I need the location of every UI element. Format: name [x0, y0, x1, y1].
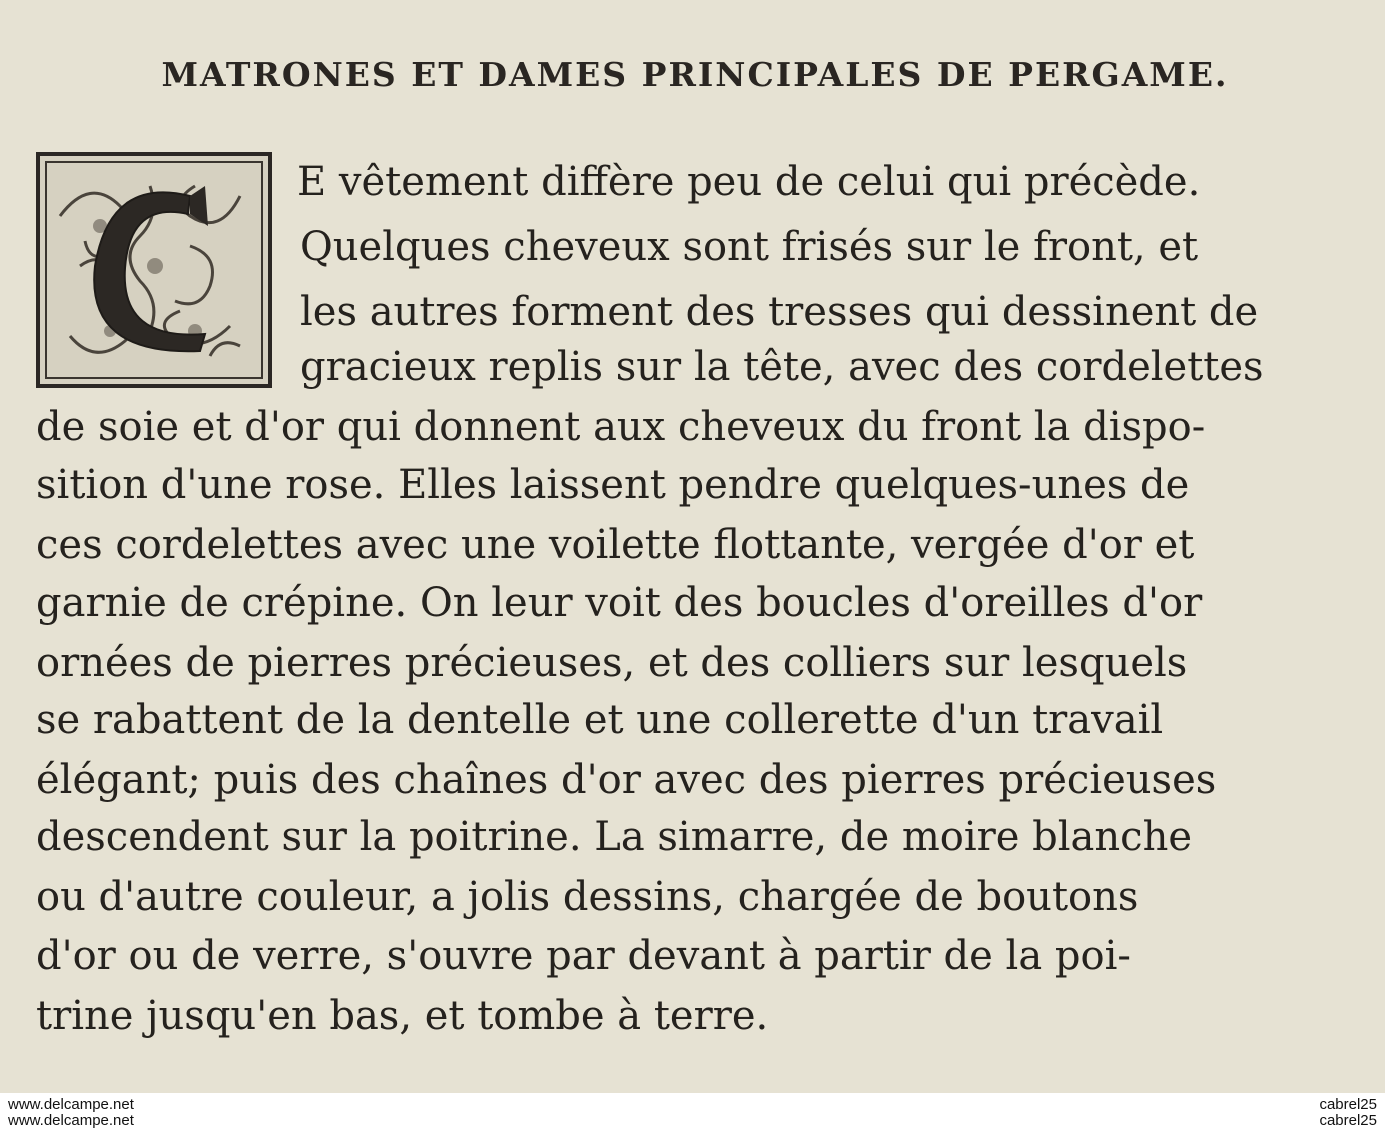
line-1-text: E vêtement diffère peu de celui qui précède.	[297, 159, 1201, 205]
text-line-11: élégant; puis des chaînes d'or avec des pierres précieuses	[36, 757, 1217, 803]
text-line-14: d'or ou de verre, s'ouvre par devant à partir de la poi-	[36, 933, 1131, 979]
text-line-12: descendent sur la poitrine. La simarre, de moire blanche	[36, 814, 1192, 860]
watermark-right-1: cabrel25	[1319, 1096, 1377, 1113]
text-line-8: garnie de crépine. On leur voit des boucles d'oreilles d'or	[36, 580, 1203, 626]
watermark-left-2: www.delcampe.net	[8, 1112, 134, 1129]
text-line-4: gracieux replis sur la tête, avec des cordelettes	[300, 344, 1264, 390]
text-line-3: les autres forment des tresses qui dessinent de	[300, 289, 1259, 335]
text-line-9: ornées de pierres précieuses, et des colliers sur lesquels	[36, 640, 1188, 686]
text-line-10: se rabattent de la dentelle et une collerette d'un travail	[36, 697, 1164, 743]
watermark-right-2: cabrel25	[1319, 1112, 1377, 1129]
text-line-1	[297, 159, 1201, 205]
page-title: MATRONES ET DAMES PRINCIPALES DE PERGAME.	[161, 55, 1229, 94]
text-line-6: sition d'une rose. Elles laissent pendre quelques-unes de	[36, 462, 1190, 508]
text-line-13: ou d'autre couleur, a jolis dessins, chargée de boutons	[36, 874, 1139, 920]
watermark-left-1: www.delcampe.net	[8, 1096, 134, 1113]
drop-cap-ornament	[40, 156, 268, 384]
ornate-drop-cap	[36, 152, 272, 388]
text-line-5: de soie et d'or qui donnent aux cheveux du front la dispo-	[36, 404, 1206, 450]
text-line-2: Quelques cheveux sont frisés sur le front, et	[300, 224, 1199, 270]
watermark-bar	[0, 1093, 1385, 1132]
text-line-7: ces cordelettes avec une voilette flottante, vergée d'or et	[36, 522, 1195, 568]
text-line-15: trine jusqu'en bas, et tombe à terre.	[36, 993, 769, 1039]
